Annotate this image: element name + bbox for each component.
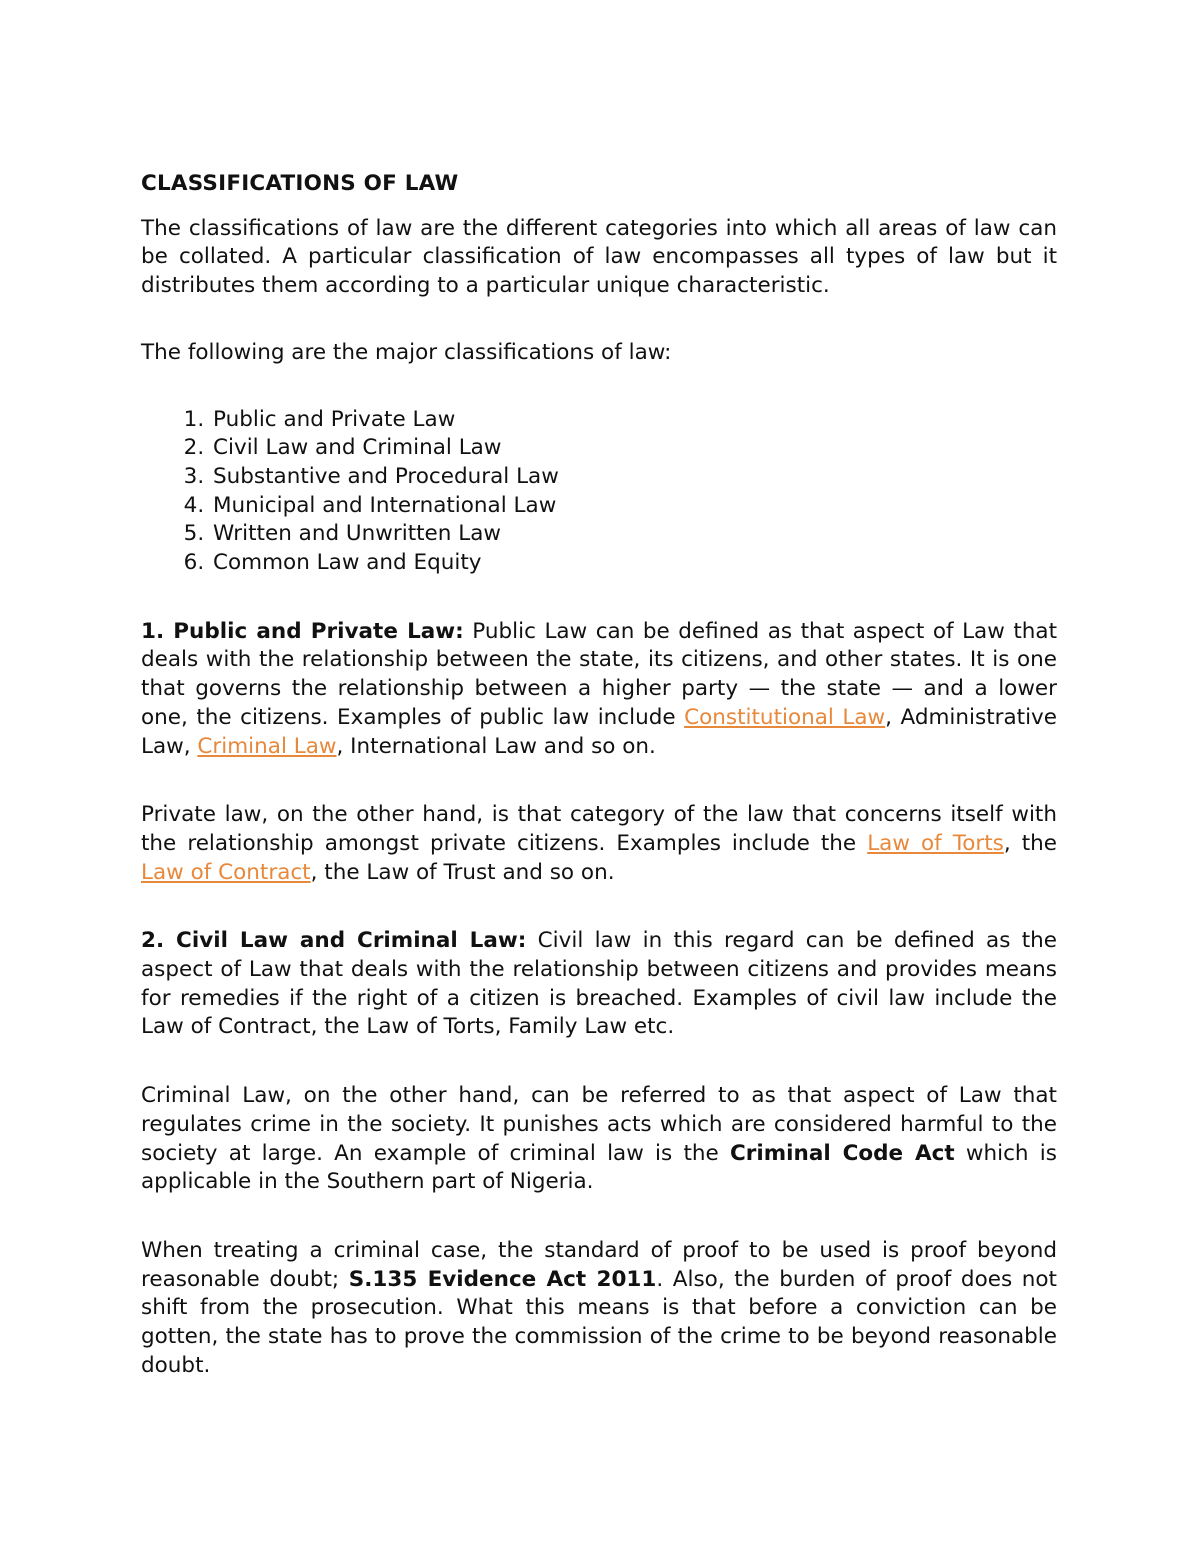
section2-heading: 2. Civil Law and Criminal Law: <box>141 928 527 954</box>
section2-p3-text-b: . Also, the burden of proof does not shift from the prosecution. What this means is that before a conviction can be gotten, the state has to prove the commission of the crime to be beyond reasonable doubt. <box>141 1266 1057 1378</box>
list-item: 1. Public and Private Law <box>211 406 1057 435</box>
intro-text: The classifications of law are the different categories into which all areas of law can be collated. A particular classification of law encompasses all types of law but it distributes them according to a particular unique characteristic. <box>141 215 1057 299</box>
list-item: 6. Common Law and Equity <box>211 549 1057 578</box>
section1-text-a: Public Law can be defined as that aspect of Law that deals with the relationship between the state, its citizens, and other states. It is one that governs the relationship between a higher party — the state — and a lower one, the citizens. Examples of public law include <box>141 618 1057 730</box>
section2-text: Civil law in this regard can be defined as the aspect of Law that deals with the relationship between citizens and provides means for remedies if the right of a citizen is breached. Examples of civil law include the Law of Contract, the Law of Torts, Family Law etc. <box>141 928 1058 1040</box>
document-title: CLASSIFICATIONS OF LAW <box>141 171 459 196</box>
section2-p3-text-a: When treating a criminal case, the standard of proof to be used is proof beyond reasonable doubt; <box>141 1237 1057 1292</box>
law-of-contract-link[interactable]: Law of Contract <box>141 859 311 885</box>
list-item: 2. Civil Law and Criminal Law <box>211 434 1057 463</box>
law-of-torts-link[interactable]: Law of Torts <box>867 830 1004 856</box>
section2-paragraph2 <box>141 1082 1057 1197</box>
section2-p2-text-b: which is applicable in the Southern part of Nigeria. <box>141 1140 1057 1195</box>
section1-p2-text-a: Private law, on the other hand, is that category of the law that concerns itself with the relationship amongst private citizens. Examples include the <box>141 802 1057 856</box>
section1-paragraph2 <box>141 801 1057 887</box>
section2-paragraph1 <box>141 927 1057 1042</box>
list-item: 5. Written and Unwritten Law <box>211 520 1057 549</box>
major-classifications-list <box>141 406 1057 578</box>
intro-paragraph <box>141 215 1057 301</box>
criminal-code-act: Criminal Code Act <box>730 1140 955 1166</box>
section1-heading: 1. Public and Private Law: <box>141 618 464 644</box>
list-intro-paragraph <box>141 339 1057 368</box>
document-page <box>141 170 1057 1381</box>
list-item: 4. Municipal and International Law <box>211 492 1057 521</box>
section1-p2-text-c: , the Law of Trust and so on. <box>310 859 615 885</box>
section1-text-b: , Administrative Law, <box>141 704 1057 759</box>
section1-text-c: , International Law and so on. <box>336 733 656 759</box>
constitutional-law-link[interactable]: Constitutional Law <box>684 704 886 730</box>
section2-paragraph3 <box>141 1237 1057 1381</box>
criminal-law-link[interactable]: Criminal Law <box>197 733 337 759</box>
list-item: 3. Substantive and Procedural Law <box>211 463 1057 492</box>
evidence-act-reference: S.135 Evidence Act 2011 <box>348 1266 657 1292</box>
section2-p2-text-a: Criminal Law, on the other hand, can be referred to as that aspect of Law that regulates crime in the society. It punishes acts which are considered harmful to the society at large. An example of criminal law is the <box>141 1083 1057 1166</box>
section1-p2-text-b: , the <box>1003 830 1058 856</box>
section1-paragraph1 <box>141 618 1057 762</box>
list-intro-text: The following are the major classifications of law: <box>141 339 672 365</box>
